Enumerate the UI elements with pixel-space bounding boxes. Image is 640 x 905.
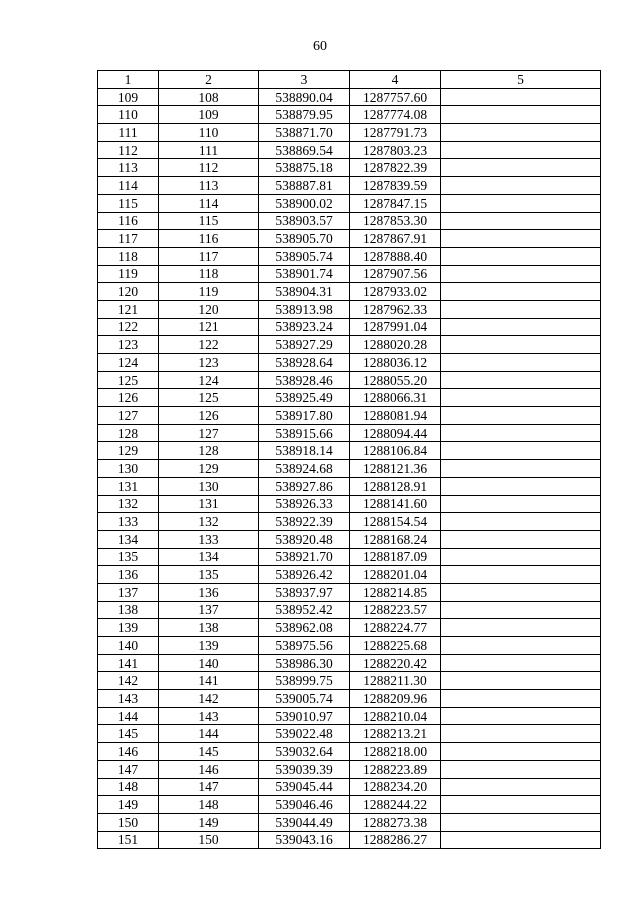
table-cell-col-2: 126 — [159, 407, 259, 425]
table-row — [98, 177, 601, 195]
table-row — [98, 813, 601, 831]
table-row — [98, 743, 601, 761]
table-cell-col-1: 110 — [98, 106, 159, 124]
table-cell-col-5 — [441, 619, 601, 637]
table-cell-col-5 — [441, 601, 601, 619]
table-cell-col-5 — [441, 106, 601, 124]
table-cell-col-5 — [441, 424, 601, 442]
table-cell-col-2: 125 — [159, 389, 259, 407]
table-cell-col-3: 539045.44 — [259, 778, 350, 796]
table-cell-col-4: 1288218.00 — [350, 743, 441, 761]
table-row — [98, 159, 601, 177]
table-row — [98, 354, 601, 372]
table-cell-col-1: 121 — [98, 300, 159, 318]
table-cell-col-3: 538890.04 — [259, 88, 350, 106]
table-row — [98, 424, 601, 442]
table-cell-col-2: 144 — [159, 725, 259, 743]
table-cell-col-5 — [441, 831, 601, 849]
table-cell-col-1: 138 — [98, 601, 159, 619]
table-cell-col-5 — [441, 177, 601, 195]
table-cell-col-4: 1287962.33 — [350, 300, 441, 318]
table-cell-col-3: 538937.97 — [259, 583, 350, 601]
table-cell-col-5 — [441, 548, 601, 566]
table-cell-col-2: 118 — [159, 265, 259, 283]
page-number: 60 — [313, 39, 327, 54]
table-cell-col-3: 538905.70 — [259, 230, 350, 248]
table-cell-col-3: 538928.64 — [259, 354, 350, 372]
table-cell-col-2: 116 — [159, 230, 259, 248]
table-cell-col-2: 131 — [159, 495, 259, 513]
table-cell-col-4: 1287791.73 — [350, 124, 441, 142]
table-cell-col-2: 149 — [159, 813, 259, 831]
table-cell-col-3: 538999.75 — [259, 672, 350, 690]
table-cell-col-4: 1288154.54 — [350, 513, 441, 531]
table-cell-col-5 — [441, 194, 601, 212]
table-row — [98, 707, 601, 725]
table-cell-col-3: 538887.81 — [259, 177, 350, 195]
table-cell-col-5 — [441, 336, 601, 354]
table-cell-col-5 — [441, 672, 601, 690]
table-row — [98, 725, 601, 743]
table-cell-col-1: 150 — [98, 813, 159, 831]
table-row — [98, 230, 601, 248]
table-cell-col-2: 134 — [159, 548, 259, 566]
table-row — [98, 548, 601, 566]
table-cell-col-2: 132 — [159, 513, 259, 531]
table-cell-col-1: 146 — [98, 743, 159, 761]
table-row — [98, 760, 601, 778]
table-cell-col-3: 538928.46 — [259, 371, 350, 389]
table-cell-col-4: 1288220.42 — [350, 654, 441, 672]
table-cell-col-4: 1288225.68 — [350, 637, 441, 655]
table-cell-col-2: 124 — [159, 371, 259, 389]
table-cell-col-5 — [441, 707, 601, 725]
table-cell-col-1: 111 — [98, 124, 159, 142]
table-cell-col-4: 1287867.91 — [350, 230, 441, 248]
table-cell-col-4: 1287803.23 — [350, 141, 441, 159]
table-row — [98, 283, 601, 301]
table-cell-col-4: 1288244.22 — [350, 796, 441, 814]
column-header-4: 4 — [350, 71, 441, 89]
table-cell-col-5 — [441, 637, 601, 655]
table-cell-col-4: 1288224.77 — [350, 619, 441, 637]
table-cell-col-4: 1288106.84 — [350, 442, 441, 460]
table-cell-col-4: 1288020.28 — [350, 336, 441, 354]
table-cell-col-4: 1287853.30 — [350, 212, 441, 230]
table-cell-col-1: 129 — [98, 442, 159, 460]
table-cell-col-5 — [441, 354, 601, 372]
column-header-1: 1 — [98, 71, 159, 89]
table-cell-col-1: 127 — [98, 407, 159, 425]
table-cell-col-1: 136 — [98, 566, 159, 584]
table-cell-col-1: 142 — [98, 672, 159, 690]
table-cell-col-1: 151 — [98, 831, 159, 849]
table-cell-col-1: 144 — [98, 707, 159, 725]
table-row — [98, 513, 601, 531]
table-cell-col-2: 120 — [159, 300, 259, 318]
table-cell-col-3: 538920.48 — [259, 530, 350, 548]
table-cell-col-1: 123 — [98, 336, 159, 354]
table-cell-col-3: 539022.48 — [259, 725, 350, 743]
table-cell-col-4: 1288223.57 — [350, 601, 441, 619]
table-cell-col-3: 538918.14 — [259, 442, 350, 460]
table-cell-col-1: 149 — [98, 796, 159, 814]
table-cell-col-2: 136 — [159, 583, 259, 601]
table-cell-col-3: 538901.74 — [259, 265, 350, 283]
table-row — [98, 530, 601, 548]
table-cell-col-4: 1288168.24 — [350, 530, 441, 548]
table-cell-col-1: 143 — [98, 690, 159, 708]
table-cell-col-2: 140 — [159, 654, 259, 672]
table-cell-col-4: 1288209.96 — [350, 690, 441, 708]
table-cell-col-5 — [441, 371, 601, 389]
table-cell-col-4: 1287757.60 — [350, 88, 441, 106]
table-cell-col-4: 1287847.15 — [350, 194, 441, 212]
table-cell-col-2: 142 — [159, 690, 259, 708]
table-cell-col-3: 538962.08 — [259, 619, 350, 637]
table-cell-col-4: 1288066.31 — [350, 389, 441, 407]
table-row — [98, 336, 601, 354]
table-cell-col-2: 130 — [159, 477, 259, 495]
table-cell-col-5 — [441, 583, 601, 601]
table-cell-col-2: 141 — [159, 672, 259, 690]
table-cell-col-1: 115 — [98, 194, 159, 212]
table-row — [98, 124, 601, 142]
table-cell-col-3: 539046.46 — [259, 796, 350, 814]
table-cell-col-5 — [441, 530, 601, 548]
table-cell-col-1: 113 — [98, 159, 159, 177]
table-cell-col-5 — [441, 760, 601, 778]
table-cell-col-3: 538921.70 — [259, 548, 350, 566]
table-cell-col-5 — [441, 283, 601, 301]
table-cell-col-4: 1288094.44 — [350, 424, 441, 442]
table-cell-col-1: 131 — [98, 477, 159, 495]
table-cell-col-2: 109 — [159, 106, 259, 124]
table-cell-col-2: 135 — [159, 566, 259, 584]
table-cell-col-5 — [441, 690, 601, 708]
table-cell-col-4: 1288036.12 — [350, 354, 441, 372]
table-cell-col-4: 1288081.94 — [350, 407, 441, 425]
table-cell-col-1: 128 — [98, 424, 159, 442]
table-cell-col-2: 139 — [159, 637, 259, 655]
table-cell-col-1: 126 — [98, 389, 159, 407]
table-row — [98, 672, 601, 690]
table-cell-col-2: 147 — [159, 778, 259, 796]
table-cell-col-5 — [441, 813, 601, 831]
table-cell-col-3: 538915.66 — [259, 424, 350, 442]
column-header-5: 5 — [441, 71, 601, 89]
table-cell-col-2: 113 — [159, 177, 259, 195]
table-cell-col-2: 145 — [159, 743, 259, 761]
table-cell-col-1: 122 — [98, 318, 159, 336]
table-cell-col-4: 1288213.21 — [350, 725, 441, 743]
table-cell-col-4: 1287839.59 — [350, 177, 441, 195]
table-cell-col-2: 108 — [159, 88, 259, 106]
table-cell-col-4: 1287991.04 — [350, 318, 441, 336]
table-cell-col-5 — [441, 654, 601, 672]
table-row — [98, 212, 601, 230]
table-cell-col-1: 141 — [98, 654, 159, 672]
table-cell-col-2: 123 — [159, 354, 259, 372]
table-cell-col-4: 1288201.04 — [350, 566, 441, 584]
table-cell-col-4: 1288187.09 — [350, 548, 441, 566]
table-cell-col-4: 1288234.20 — [350, 778, 441, 796]
table-cell-col-1: 134 — [98, 530, 159, 548]
table-body — [98, 88, 601, 849]
table-cell-col-5 — [441, 159, 601, 177]
table-cell-col-3: 538923.24 — [259, 318, 350, 336]
table-row — [98, 601, 601, 619]
table-cell-col-1: 118 — [98, 247, 159, 265]
table-cell-col-2: 121 — [159, 318, 259, 336]
table-row — [98, 583, 601, 601]
table-cell-col-1: 135 — [98, 548, 159, 566]
table-cell-col-3: 539043.16 — [259, 831, 350, 849]
table-cell-col-4: 1287774.08 — [350, 106, 441, 124]
table-cell-col-1: 125 — [98, 371, 159, 389]
table-row — [98, 141, 601, 159]
table-cell-col-2: 150 — [159, 831, 259, 849]
table-cell-col-2: 148 — [159, 796, 259, 814]
table-cell-col-4: 1288286.27 — [350, 831, 441, 849]
table-cell-col-2: 138 — [159, 619, 259, 637]
table-cell-col-4: 1287907.56 — [350, 265, 441, 283]
table-cell-col-4: 1288210.04 — [350, 707, 441, 725]
table-row — [98, 442, 601, 460]
table-row — [98, 407, 601, 425]
table-cell-col-2: 117 — [159, 247, 259, 265]
table-cell-col-2: 114 — [159, 194, 259, 212]
table-row — [98, 460, 601, 478]
table-row — [98, 778, 601, 796]
coordinates-table — [97, 70, 601, 849]
table-row — [98, 389, 601, 407]
table-cell-col-5 — [441, 460, 601, 478]
table-row — [98, 88, 601, 106]
column-header-3: 3 — [259, 71, 350, 89]
table-row — [98, 194, 601, 212]
table-row — [98, 247, 601, 265]
table-row — [98, 831, 601, 849]
table-cell-col-4: 1288121.36 — [350, 460, 441, 478]
table-cell-col-5 — [441, 212, 601, 230]
table-cell-col-1: 130 — [98, 460, 159, 478]
table-row — [98, 637, 601, 655]
table-cell-col-5 — [441, 407, 601, 425]
table-cell-col-1: 119 — [98, 265, 159, 283]
table-cell-col-1: 133 — [98, 513, 159, 531]
table-cell-col-1: 147 — [98, 760, 159, 778]
table-cell-col-3: 538905.74 — [259, 247, 350, 265]
table-cell-col-5 — [441, 230, 601, 248]
table-cell-col-5 — [441, 477, 601, 495]
table-cell-col-4: 1287888.40 — [350, 247, 441, 265]
table-cell-col-4: 1288141.60 — [350, 495, 441, 513]
table-cell-col-5 — [441, 318, 601, 336]
table-cell-col-2: 111 — [159, 141, 259, 159]
table-cell-col-5 — [441, 300, 601, 318]
table-cell-col-1: 120 — [98, 283, 159, 301]
table-cell-col-1: 145 — [98, 725, 159, 743]
table-cell-col-4: 1287933.02 — [350, 283, 441, 301]
table-cell-col-3: 538952.42 — [259, 601, 350, 619]
table-cell-col-3: 538900.02 — [259, 194, 350, 212]
table-cell-col-3: 538975.56 — [259, 637, 350, 655]
table-cell-col-3: 538904.31 — [259, 283, 350, 301]
table-cell-col-3: 538875.18 — [259, 159, 350, 177]
table-cell-col-2: 119 — [159, 283, 259, 301]
table-cell-col-3: 538926.42 — [259, 566, 350, 584]
table-cell-col-3: 538903.57 — [259, 212, 350, 230]
table-cell-col-5 — [441, 141, 601, 159]
table-row — [98, 300, 601, 318]
table-cell-col-3: 538922.39 — [259, 513, 350, 531]
table-cell-col-3: 538927.86 — [259, 477, 350, 495]
table-cell-col-1: 117 — [98, 230, 159, 248]
table-cell-col-2: 128 — [159, 442, 259, 460]
table-cell-col-5 — [441, 247, 601, 265]
table-cell-col-1: 137 — [98, 583, 159, 601]
table-cell-col-1: 116 — [98, 212, 159, 230]
table-cell-col-1: 124 — [98, 354, 159, 372]
table-cell-col-1: 114 — [98, 177, 159, 195]
table-cell-col-3: 539032.64 — [259, 743, 350, 761]
table-cell-col-2: 143 — [159, 707, 259, 725]
table-cell-col-3: 539044.49 — [259, 813, 350, 831]
table-cell-col-5 — [441, 725, 601, 743]
table-cell-col-1: 109 — [98, 88, 159, 106]
table-row — [98, 495, 601, 513]
table-cell-col-1: 139 — [98, 619, 159, 637]
table-cell-col-5 — [441, 796, 601, 814]
table-cell-col-3: 538871.70 — [259, 124, 350, 142]
table-cell-col-3: 539010.97 — [259, 707, 350, 725]
table-cell-col-2: 112 — [159, 159, 259, 177]
table-cell-col-4: 1288055.20 — [350, 371, 441, 389]
table-row — [98, 654, 601, 672]
table-cell-col-5 — [441, 743, 601, 761]
table-cell-col-3: 538913.98 — [259, 300, 350, 318]
table-row — [98, 619, 601, 637]
table-cell-col-5 — [441, 513, 601, 531]
table-cell-col-3: 539039.39 — [259, 760, 350, 778]
table-cell-col-2: 110 — [159, 124, 259, 142]
table-cell-col-3: 539005.74 — [259, 690, 350, 708]
table-cell-col-1: 132 — [98, 495, 159, 513]
table-cell-col-2: 146 — [159, 760, 259, 778]
table-cell-col-3: 538879.95 — [259, 106, 350, 124]
table-row — [98, 477, 601, 495]
table-cell-col-4: 1288128.91 — [350, 477, 441, 495]
table-row — [98, 371, 601, 389]
table-row — [98, 796, 601, 814]
table-cell-col-5 — [441, 566, 601, 584]
table-cell-col-4: 1287822.39 — [350, 159, 441, 177]
table-cell-col-2: 133 — [159, 530, 259, 548]
table-cell-col-5 — [441, 88, 601, 106]
table-cell-col-3: 538925.49 — [259, 389, 350, 407]
table-cell-col-3: 538917.80 — [259, 407, 350, 425]
table-cell-col-3: 538869.54 — [259, 141, 350, 159]
table-cell-col-4: 1288211.30 — [350, 672, 441, 690]
table-cell-col-3: 538924.68 — [259, 460, 350, 478]
table-cell-col-3: 538926.33 — [259, 495, 350, 513]
table-cell-col-2: 129 — [159, 460, 259, 478]
table-cell-col-2: 122 — [159, 336, 259, 354]
table-header-row — [98, 71, 601, 89]
table-cell-col-2: 115 — [159, 212, 259, 230]
table-cell-col-5 — [441, 778, 601, 796]
table-cell-col-5 — [441, 265, 601, 283]
table-cell-col-5 — [441, 495, 601, 513]
table-cell-col-5 — [441, 389, 601, 407]
table-cell-col-2: 127 — [159, 424, 259, 442]
table-cell-col-3: 538927.29 — [259, 336, 350, 354]
table-row — [98, 690, 601, 708]
table-cell-col-4: 1288273.38 — [350, 813, 441, 831]
table-row — [98, 106, 601, 124]
table-cell-col-4: 1288214.85 — [350, 583, 441, 601]
table-cell-col-5 — [441, 124, 601, 142]
column-header-2: 2 — [159, 71, 259, 89]
table-cell-col-5 — [441, 442, 601, 460]
table-row — [98, 265, 601, 283]
table-cell-col-1: 148 — [98, 778, 159, 796]
table-row — [98, 566, 601, 584]
table-cell-col-2: 137 — [159, 601, 259, 619]
table-cell-col-3: 538986.30 — [259, 654, 350, 672]
table-cell-col-4: 1288223.89 — [350, 760, 441, 778]
table-cell-col-1: 140 — [98, 637, 159, 655]
table-row — [98, 318, 601, 336]
table-cell-col-1: 112 — [98, 141, 159, 159]
